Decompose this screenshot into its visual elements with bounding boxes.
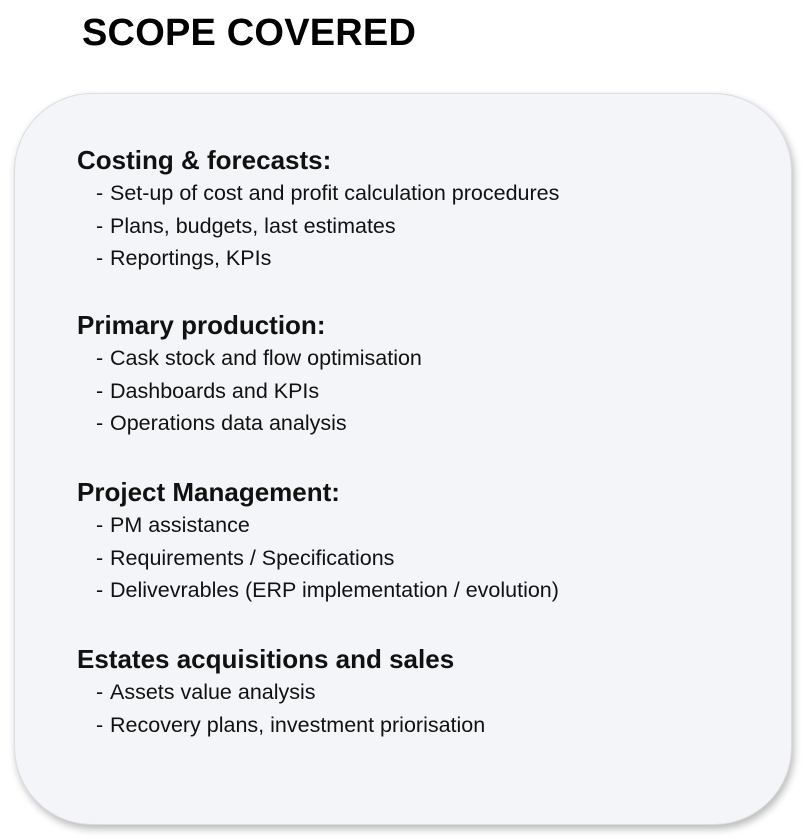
section-item-list	[77, 342, 422, 440]
list-item-text: Recovery plans, investment priorisation	[110, 712, 486, 737]
dash-bullet: -	[96, 680, 104, 704]
list-item	[96, 509, 559, 542]
list-item	[96, 210, 559, 243]
list-item-text: Assets value analysis	[110, 680, 316, 704]
dash-bullet: -	[96, 545, 104, 570]
section-project-management	[77, 476, 559, 607]
section-heading: Costing & forecasts:	[77, 145, 332, 175]
dash-bullet: -	[96, 578, 104, 602]
dash-bullet: -	[96, 513, 104, 537]
section-heading: Project Management:	[77, 477, 340, 507]
section-item-list	[77, 177, 559, 275]
list-item-text: Set-up of cost and profit calculation procedures	[110, 181, 560, 205]
list-item	[96, 676, 485, 709]
section-estates-acquisitions	[77, 643, 485, 741]
section-heading: Estates acquisitions and sales	[77, 644, 455, 674]
list-item	[96, 407, 422, 440]
list-item-text: PM assistance	[110, 513, 250, 537]
section-item-list	[77, 509, 559, 607]
page-title: SCOPE COVERED	[82, 12, 417, 54]
list-item-text: Operations data analysis	[110, 411, 347, 435]
section-primary-production	[77, 309, 422, 440]
list-item-text: Cask stock and flow optimisation	[110, 346, 422, 370]
dash-bullet: -	[96, 378, 104, 403]
list-item	[96, 542, 559, 575]
list-item-text: Requirements / Specifications	[110, 545, 395, 570]
list-item	[96, 177, 559, 210]
section-item-list	[77, 676, 485, 741]
section-heading: Primary production:	[77, 310, 326, 340]
list-item-text: Plans, budgets, last estimates	[110, 213, 396, 238]
list-item	[96, 242, 559, 275]
list-item-text: Delivevrables (ERP implementation / evolution)	[110, 578, 559, 602]
list-item-text: Reportings, KPIs	[110, 246, 272, 270]
list-item	[96, 709, 485, 742]
dash-bullet: -	[96, 346, 104, 370]
dash-bullet: -	[96, 712, 104, 737]
dash-bullet: -	[96, 181, 104, 205]
dash-bullet: -	[96, 246, 104, 270]
list-item	[96, 375, 422, 408]
scope-card	[14, 93, 792, 825]
list-item-text: Dashboards and KPIs	[110, 378, 320, 403]
list-item	[96, 574, 559, 607]
section-costing-forecasts	[77, 144, 559, 275]
list-item	[96, 342, 422, 375]
dash-bullet: -	[96, 213, 104, 238]
dash-bullet: -	[96, 411, 104, 435]
